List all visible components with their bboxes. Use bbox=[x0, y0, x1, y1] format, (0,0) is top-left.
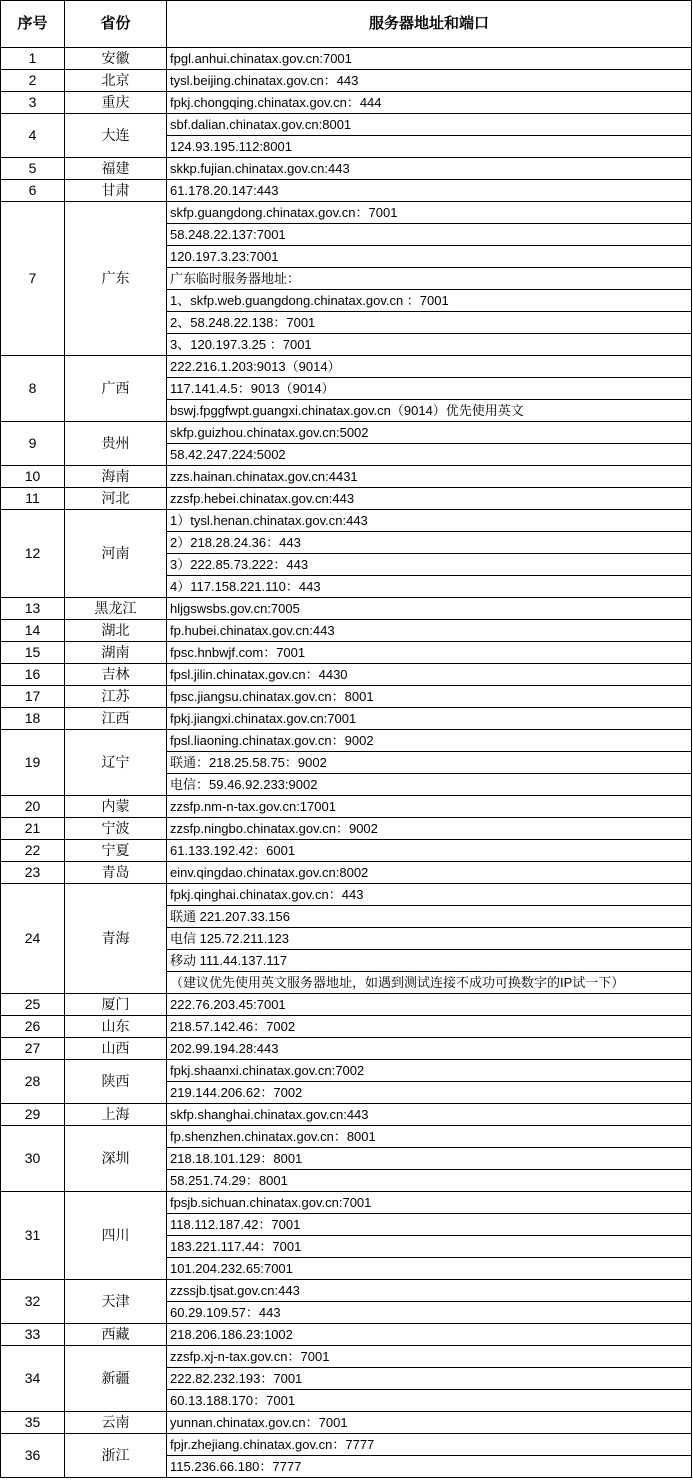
table-row bbox=[1, 466, 692, 488]
server-address-cell: 联通：218.25.58.75：9002 bbox=[167, 752, 692, 774]
province-cell: 江苏 bbox=[65, 686, 167, 708]
row-number: 35 bbox=[1, 1412, 65, 1434]
table-row bbox=[1, 642, 692, 664]
header-row bbox=[1, 1, 692, 48]
row-number: 27 bbox=[1, 1038, 65, 1060]
header-province: 省份 bbox=[65, 1, 167, 48]
server-address-cell: fpjr.zhejiang.chinatax.gov.cn：7777 bbox=[167, 1434, 692, 1456]
server-address-cell: hljgswsbs.gov.cn:7005 bbox=[167, 598, 692, 620]
province-cell: 青海 bbox=[65, 884, 167, 994]
table-row bbox=[1, 92, 692, 114]
table-row bbox=[1, 1324, 692, 1346]
row-number: 1 bbox=[1, 48, 65, 70]
row-number: 30 bbox=[1, 1126, 65, 1192]
row-number: 25 bbox=[1, 994, 65, 1016]
table-row bbox=[1, 1126, 692, 1148]
server-address-cell: 联通 221.207.33.156 bbox=[167, 906, 692, 928]
province-cell: 河南 bbox=[65, 510, 167, 598]
row-number: 17 bbox=[1, 686, 65, 708]
province-cell: 厦门 bbox=[65, 994, 167, 1016]
table-row bbox=[1, 884, 692, 906]
province-cell: 新疆 bbox=[65, 1346, 167, 1412]
server-address-cell: 218.206.186.23:1002 bbox=[167, 1324, 692, 1346]
row-number: 15 bbox=[1, 642, 65, 664]
server-address-cell: 117.141.4.5：9013（9014） bbox=[167, 378, 692, 400]
table-row bbox=[1, 1280, 692, 1302]
province-cell: 广西 bbox=[65, 356, 167, 422]
server-address-cell: 218.57.142.46：7002 bbox=[167, 1016, 692, 1038]
table-row bbox=[1, 1060, 692, 1082]
table-row bbox=[1, 510, 692, 532]
server-address-cell: 60.13.188.170：7001 bbox=[167, 1390, 692, 1412]
province-cell: 西藏 bbox=[65, 1324, 167, 1346]
province-cell: 江西 bbox=[65, 708, 167, 730]
server-address-cell: skfp.guizhou.chinatax.gov.cn:5002 bbox=[167, 422, 692, 444]
table-row bbox=[1, 1412, 692, 1434]
province-cell: 贵州 bbox=[65, 422, 167, 466]
province-cell: 深圳 bbox=[65, 1126, 167, 1192]
table-row bbox=[1, 664, 692, 686]
server-address-cell: einv.qingdao.chinatax.gov.cn:8002 bbox=[167, 862, 692, 884]
row-number: 13 bbox=[1, 598, 65, 620]
province-cell: 广东 bbox=[65, 202, 167, 356]
server-address-cell: 广东临时服务器地址： bbox=[167, 268, 692, 290]
server-address-cell: zzssjb.tjsat.gov.cn:443 bbox=[167, 1280, 692, 1302]
server-address-cell: fpkj.chongqing.chinatax.gov.cn：444 bbox=[167, 92, 692, 114]
row-number: 8 bbox=[1, 356, 65, 422]
server-address-cell: 移动 111.44.137.117 bbox=[167, 950, 692, 972]
server-address-cell: 电信：59.46.92.233:9002 bbox=[167, 774, 692, 796]
row-number: 2 bbox=[1, 70, 65, 92]
province-cell: 海南 bbox=[65, 466, 167, 488]
server-address-cell: 2）218.28.24.36：443 bbox=[167, 532, 692, 554]
row-number: 20 bbox=[1, 796, 65, 818]
table-row bbox=[1, 158, 692, 180]
row-number: 28 bbox=[1, 1060, 65, 1104]
row-number: 36 bbox=[1, 1434, 65, 1478]
server-address-cell: 61.178.20.147:443 bbox=[167, 180, 692, 202]
server-address-cell: fpsc.hnbwjf.com：7001 bbox=[167, 642, 692, 664]
row-number: 12 bbox=[1, 510, 65, 598]
table-row bbox=[1, 994, 692, 1016]
province-cell: 天津 bbox=[65, 1280, 167, 1324]
row-number: 23 bbox=[1, 862, 65, 884]
table-row bbox=[1, 730, 692, 752]
row-number: 14 bbox=[1, 620, 65, 642]
server-address-cell: bswj.fpggfwpt.guangxi.chinatax.gov.cn（9014）优先使用英文 bbox=[167, 400, 692, 422]
province-cell: 重庆 bbox=[65, 92, 167, 114]
row-number: 31 bbox=[1, 1192, 65, 1280]
server-address-cell: zzs.hainan.chinatax.gov.cn:4431 bbox=[167, 466, 692, 488]
table-row bbox=[1, 1016, 692, 1038]
table-row bbox=[1, 1434, 692, 1456]
province-cell: 宁波 bbox=[65, 818, 167, 840]
table-row bbox=[1, 202, 692, 224]
server-address-cell: zzsfp.xj-n-tax.gov.cn：7001 bbox=[167, 1346, 692, 1368]
table-body bbox=[1, 48, 692, 1478]
server-address-cell: zzsfp.nm-n-tax.gov.cn:17001 bbox=[167, 796, 692, 818]
server-address-cell: fpsc.jiangsu.chinatax.gov.cn：8001 bbox=[167, 686, 692, 708]
server-address-cell: 101.204.232.65:7001 bbox=[167, 1258, 692, 1280]
row-number: 19 bbox=[1, 730, 65, 796]
row-number: 9 bbox=[1, 422, 65, 466]
server-address-cell: 115.236.66.180：7777 bbox=[167, 1456, 692, 1478]
server-address-cell: 1、skfp.web.guangdong.chinatax.gov.cn ：7001 bbox=[167, 290, 692, 312]
row-number: 21 bbox=[1, 818, 65, 840]
table-row bbox=[1, 48, 692, 70]
header-serial-number: 序号 bbox=[1, 1, 65, 48]
server-address-cell: 222.216.1.203:9013（9014） bbox=[167, 356, 692, 378]
table-row bbox=[1, 70, 692, 92]
server-address-cell: fpsl.liaoning.chinatax.gov.cn：9002 bbox=[167, 730, 692, 752]
table-row bbox=[1, 708, 692, 730]
row-number: 16 bbox=[1, 664, 65, 686]
server-address-cell: fpkj.shaanxi.chinatax.gov.cn:7002 bbox=[167, 1060, 692, 1082]
province-cell: 湖北 bbox=[65, 620, 167, 642]
province-cell: 大连 bbox=[65, 114, 167, 158]
row-number: 7 bbox=[1, 202, 65, 356]
server-address-cell: skkp.fujian.chinatax.gov.cn:443 bbox=[167, 158, 692, 180]
table-row bbox=[1, 180, 692, 202]
server-address-cell: yunnan.chinatax.gov.cn：7001 bbox=[167, 1412, 692, 1434]
server-address-cell: 118.112.187.42：7001 bbox=[167, 1214, 692, 1236]
server-address-cell: skfp.shanghai.chinatax.gov.cn:443 bbox=[167, 1104, 692, 1126]
server-address-cell: fpsjb.sichuan.chinatax.gov.cn:7001 bbox=[167, 1192, 692, 1214]
province-cell: 青岛 bbox=[65, 862, 167, 884]
row-number: 22 bbox=[1, 840, 65, 862]
province-cell: 四川 bbox=[65, 1192, 167, 1280]
table-row bbox=[1, 862, 692, 884]
row-number: 11 bbox=[1, 488, 65, 510]
table-row bbox=[1, 686, 692, 708]
server-address-cell: fpgl.anhui.chinatax.gov.cn:7001 bbox=[167, 48, 692, 70]
header-server-address: 服务器地址和端口 bbox=[167, 1, 692, 48]
province-cell: 安徽 bbox=[65, 48, 167, 70]
table-row bbox=[1, 1038, 692, 1060]
table-row bbox=[1, 818, 692, 840]
table-row bbox=[1, 114, 692, 136]
province-cell: 内蒙 bbox=[65, 796, 167, 818]
server-address-cell: fp.shenzhen.chinatax.gov.cn：8001 bbox=[167, 1126, 692, 1148]
table-row bbox=[1, 1192, 692, 1214]
server-address-cell: 183.221.117.44：7001 bbox=[167, 1236, 692, 1258]
row-number: 33 bbox=[1, 1324, 65, 1346]
server-address-cell: tysl.beijing.chinatax.gov.cn：443 bbox=[167, 70, 692, 92]
table-row bbox=[1, 1104, 692, 1126]
row-number: 26 bbox=[1, 1016, 65, 1038]
province-cell: 山西 bbox=[65, 1038, 167, 1060]
province-cell: 山东 bbox=[65, 1016, 167, 1038]
province-cell: 辽宁 bbox=[65, 730, 167, 796]
server-address-cell: 222.82.232.193：7001 bbox=[167, 1368, 692, 1390]
table-row bbox=[1, 488, 692, 510]
province-cell: 吉林 bbox=[65, 664, 167, 686]
province-cell: 陕西 bbox=[65, 1060, 167, 1104]
province-cell: 上海 bbox=[65, 1104, 167, 1126]
server-address-cell: fpkj.jiangxi.chinatax.gov.cn:7001 bbox=[167, 708, 692, 730]
table-row bbox=[1, 598, 692, 620]
server-address-cell: fpkj.qinghai.chinatax.gov.cn：443 bbox=[167, 884, 692, 906]
server-address-cell: （建议优先使用英文服务器地址，如遇到测试连接不成功可换数字的IP试一下） bbox=[167, 972, 692, 994]
server-address-cell: 3）222.85.73.222：443 bbox=[167, 554, 692, 576]
province-cell: 云南 bbox=[65, 1412, 167, 1434]
server-address-cell: skfp.guangdong.chinatax.gov.cn：7001 bbox=[167, 202, 692, 224]
server-address-cell: 60.29.109.57：443 bbox=[167, 1302, 692, 1324]
server-address-cell: 218.18.101.129：8001 bbox=[167, 1148, 692, 1170]
table-row bbox=[1, 840, 692, 862]
province-cell: 北京 bbox=[65, 70, 167, 92]
table-row bbox=[1, 620, 692, 642]
table-row bbox=[1, 356, 692, 378]
province-cell: 河北 bbox=[65, 488, 167, 510]
server-address-cell: zzsfp.hebei.chinatax.gov.cn:443 bbox=[167, 488, 692, 510]
row-number: 32 bbox=[1, 1280, 65, 1324]
table-row bbox=[1, 1346, 692, 1368]
server-address-cell: 61.133.192.42：6001 bbox=[167, 840, 692, 862]
server-address-cell: 1）tysl.henan.chinatax.gov.cn:443 bbox=[167, 510, 692, 532]
server-address-cell: 202.99.194.28:443 bbox=[167, 1038, 692, 1060]
server-address-cell: 3、120.197.3.25 ：7001 bbox=[167, 334, 692, 356]
row-number: 10 bbox=[1, 466, 65, 488]
server-address-cell: 219.144.206.62：7002 bbox=[167, 1082, 692, 1104]
server-address-cell: zzsfp.ningbo.chinatax.gov.cn：9002 bbox=[167, 818, 692, 840]
server-address-cell: 4）117.158.221.110：443 bbox=[167, 576, 692, 598]
server-address-cell: 58.42.247.224:5002 bbox=[167, 444, 692, 466]
server-address-cell: sbf.dalian.chinatax.gov.cn:8001 bbox=[167, 114, 692, 136]
province-cell: 湖南 bbox=[65, 642, 167, 664]
row-number: 3 bbox=[1, 92, 65, 114]
server-address-cell: 2、58.248.22.138：7001 bbox=[167, 312, 692, 334]
province-cell: 甘肃 bbox=[65, 180, 167, 202]
row-number: 4 bbox=[1, 114, 65, 158]
province-cell: 福建 bbox=[65, 158, 167, 180]
table-row bbox=[1, 422, 692, 444]
row-number: 34 bbox=[1, 1346, 65, 1412]
row-number: 6 bbox=[1, 180, 65, 202]
server-address-cell: 124.93.195.112:8001 bbox=[167, 136, 692, 158]
server-address-cell: 120.197.3.23:7001 bbox=[167, 246, 692, 268]
server-address-cell: 电信 125.72.211.123 bbox=[167, 928, 692, 950]
province-cell: 浙江 bbox=[65, 1434, 167, 1478]
server-address-cell: 58.248.22.137:7001 bbox=[167, 224, 692, 246]
province-cell: 宁夏 bbox=[65, 840, 167, 862]
server-address-cell: fpsl.jilin.chinatax.gov.cn：4430 bbox=[167, 664, 692, 686]
row-number: 24 bbox=[1, 884, 65, 994]
server-address-cell: 222.76.203.45:7001 bbox=[167, 994, 692, 1016]
table-row bbox=[1, 796, 692, 818]
server-address-cell: 58.251.74.29：8001 bbox=[167, 1170, 692, 1192]
row-number: 18 bbox=[1, 708, 65, 730]
province-cell: 黑龙江 bbox=[65, 598, 167, 620]
row-number: 29 bbox=[1, 1104, 65, 1126]
server-address-cell: fp.hubei.chinatax.gov.cn:443 bbox=[167, 620, 692, 642]
row-number: 5 bbox=[1, 158, 65, 180]
